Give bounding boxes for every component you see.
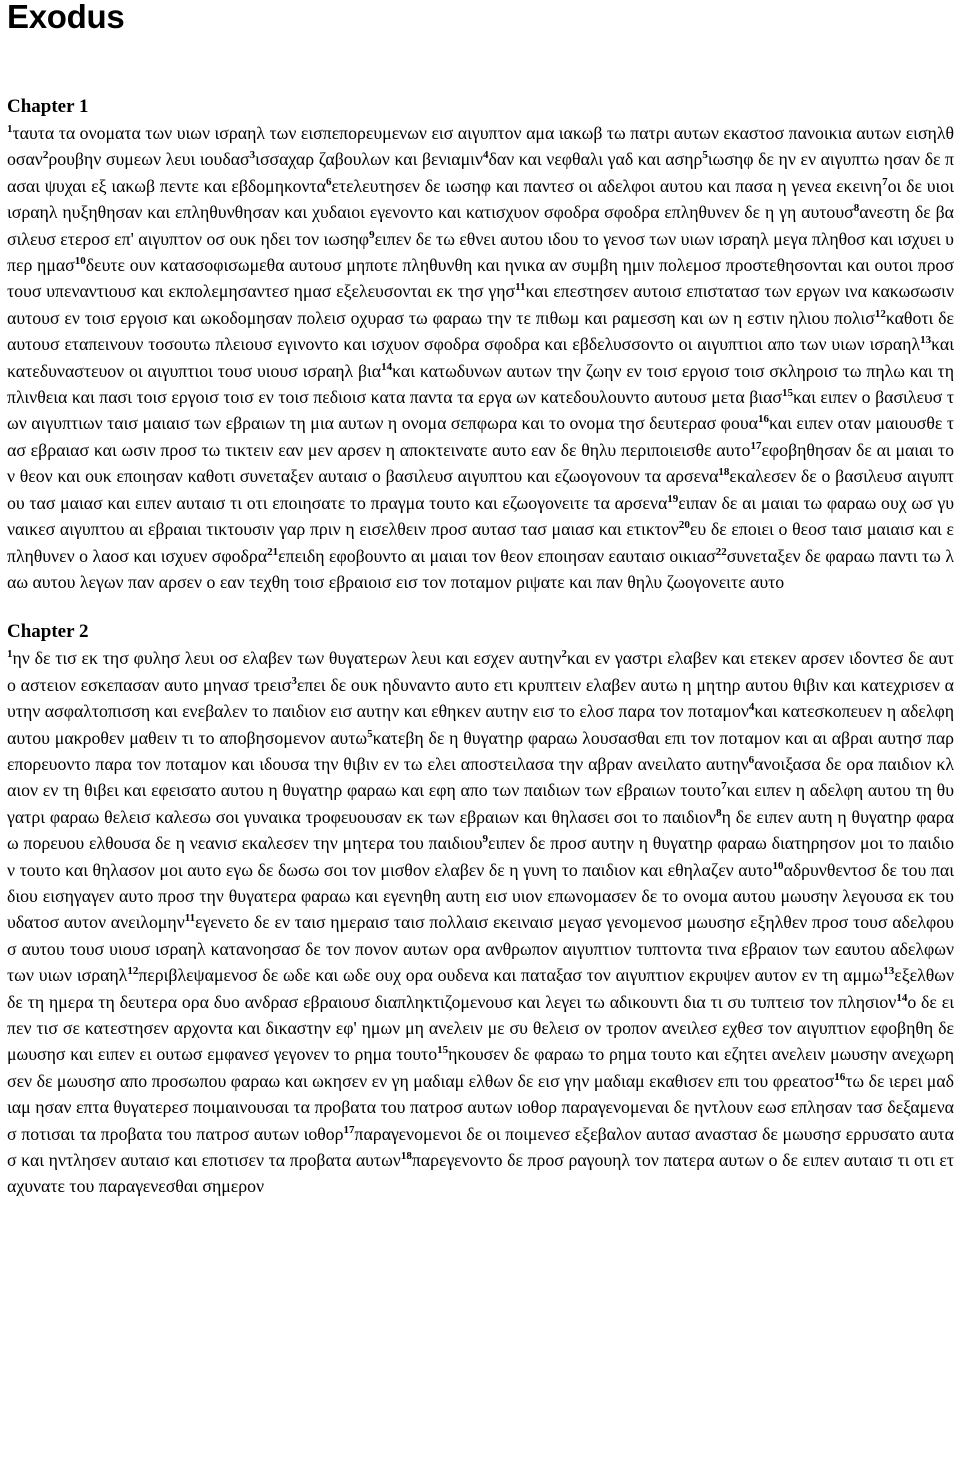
verse-number: 19 [667, 492, 679, 505]
verse-number: 5 [702, 149, 708, 162]
verse-number: 12 [127, 965, 139, 978]
verse-number: 6 [748, 753, 755, 766]
verse-number: 13 [883, 965, 895, 978]
verse-number: 10 [772, 859, 784, 872]
chapter-2 [7, 619, 954, 1200]
verse-number: 7 [721, 780, 727, 793]
verse-number: 11 [515, 281, 526, 294]
verse-number: 14 [381, 360, 393, 373]
verse-text: και ειπεν ο βασιλευσ των αιγυπτιων ταισ μαιαισ των εβραιων τη μια αυτων η ονομα σεπφωρα και το ονομα τησ δευτερασ φουα [7, 387, 954, 434]
verse-text: ανοιξασα δε ορα παιδιον κλαιον εν τη θιβει και εφεισατο αυτου η θυγατηρ φαραω και εφη απο των παιδιων των εβραιων τουτο [7, 753, 954, 801]
verse-text: και κατεδυναστευον οι αιγυπτιοι τουσ υιουσ ισραηλ βια [7, 334, 954, 381]
verse-text: ην δε τισ εκ τησ φυλησ λευι οσ ελαβεν των θυγατερων λευι και εσχεν αυτην [12, 648, 562, 669]
verse-text: και κατωδυνων αυτων την ζωην εν τοισ εργοισ τοισ σκληροισ τω πηλω και τη πλινθεια και πασι τοισ εργοισ τοισ εν τοισ πεδιοισ κατα παντα τα εργα ων κατεδουλουντο αυτουσ μετα βιασ [7, 360, 954, 408]
verse-text: δευτε ουν κατασοφισωμεθα αυτουσ μηποτε πληθυνθη και ηνικα αν συμβη ημιν πολεμοσ προστεθησονται και ουτοι προσ τουσ υπεναντιουσ και εκπολεμησαντεσ ημασ εξελευσονται εκ τησ γησ [7, 255, 955, 302]
verse-number: 15 [437, 1044, 449, 1057]
verse-number: 5 [367, 727, 373, 740]
verse-number: 18 [718, 466, 730, 479]
verse-text: αδρυνθεντοσ δε του παιδιου εισηγαγεν αυτο προσ την θυγατερα φαραω και εγενηθη αυτη εισ υιον επωνομασεν δε το ονομα αυτου μωυσην λεγουσα εκ του υδατοσ αυτον ανειλομην [7, 859, 954, 933]
verse-text: ισσαχαρ ζαβουλων και βενιαμιν [255, 149, 483, 170]
verse-number: 16 [834, 1070, 846, 1083]
chapter-heading: Chapter 1 [7, 96, 89, 117]
verse-text: οι δε υιοι ισραηλ ηυξηθησαν και επληθυνθησαν και χυδαιοι εγενοντο και κατισχυον σφοδρα σφοδρα επληθυνεν δε η γη αυτουσ [7, 175, 954, 223]
chapter-text [7, 645, 954, 1200]
verse-text: ειπεν δε τω εθνει αυτου ιδου το γενοσ των υιων ισραηλ μεγα πληθοσ και ισχυει υπερ ημασ [7, 228, 954, 276]
verse-text: ηκουσεν δε φαραω το ρημα τουτο και εζητει ανελειν μωυσην ανεχωρησεν δε μωυσησ απο προσωπου φαραω και ωκησεν εν γη μαδιαμ ελθων δε εισ γην μαδιαμ εκαθισεν επι του φρεατοσ [7, 1044, 955, 1091]
verse-number: 11 [184, 912, 196, 925]
verse-text: ανεστη δε βασιλευσ ετεροσ επ' αιγυπτον οσ ουκ ηδει τον ιωσηφ [7, 202, 954, 249]
verse-text: δαν και νεφθαλι γαδ και ασηρ [488, 149, 703, 170]
verse-text: περιβλεψαμενοσ δε ωδε και ωδε ουχ ορα ουδενα και παταξασ τον αιγυπτιον εκρυψεν αυτον εν τη αμμω [138, 965, 884, 986]
verse-text: κατεβη δε η θυγατηρ φαραω λουσασθαι επι τον ποταμον και αι αβραι αυτησ παρεπορευοντο παρα τον ποταμον και ιδουσα την θιβιν εν τω ελει αποστειλασα την αβραν ανειλατο αυτην [7, 727, 955, 774]
verse-number: 1 [7, 123, 13, 135]
verse-text: εξελθων δε τη ημερα τη δευτερα ορα δυο ανδρασ εβραιουσ διαπληκτιζομενουσ και λεγει τω αδικουντι δια τι συ τυπτεισ τον πλησιον [7, 965, 954, 1012]
verse-text: παρεγενοντο δε προσ ραγουηλ τον πατερα αυτων ο δε ειπεν αυταισ τι οτι εταχυνατε του παραγενεσθαι σημερον [7, 1150, 954, 1197]
verse-number: 4 [482, 149, 489, 162]
verse-text: τω δε ιερει μαδιαμ ησαν επτα θυγατερεσ ποιμαινουσαι τα προβατα του πατροσ αυτων ιοθορ παραγενομεναι δε ηντλουν εωσ επλησαν τασ δεξαμενασ ποτισαι τα προβατα του πατροσ αυτων ιοθορ [7, 1070, 954, 1144]
verse-text: ευ δε εποιει ο θεοσ ταισ μαιαισ και επληθυνεν ο λαοσ και ισχυεν σφοδρα [7, 519, 955, 566]
verse-number: 8 [853, 202, 860, 215]
verse-text: συνεταξεν δε φαραω παντι τω λαω αυτου λεγων παν αρσεν ο εαν τεχθη τοισ εβραιοισ εισ τον ποταμον ριψατε και παν θηλυ ζωογονειτε αυτο [7, 545, 954, 592]
verse-text: ειπαν δε αι μαιαι τω φαραω ουχ ωσ γυναικεσ αιγυπτου αι εβραιαι τικτουσιν γαρ πριν η εισελθειν προσ αυτασ τασ μαιασ και ετικτον [7, 492, 955, 540]
verse-text: ιωσηφ δε ην εν αιγυπτω ησαν δε πασαι ψυχαι εξ ιακωβ πεντε και εβδομηκοντα [7, 149, 954, 196]
verse-number: 15 [781, 387, 793, 400]
verse-number: 20 [678, 519, 690, 532]
verse-number: 7 [882, 175, 888, 188]
verse-text: επειδη εφοβουντο αι μαιαι τον θεον εποιησαν εαυταισ οικιασ [278, 545, 716, 566]
verse-text: ο δε ειπεν τισ σε κατεστησεν αρχοντα και δικαστην εφ' ημων μη ανελειν με συ θελεισ ον τροπον ανειλεσ εχθεσ τον αιγυπτιον εφοβηθη δε μωυσησ και ειπεν ει ουτωσ εμφανεσ γεγονεν το ρημα τουτο [7, 991, 954, 1065]
verse-number: 2 [42, 149, 49, 162]
verse-number: 3 [249, 149, 256, 162]
verse-number: 3 [291, 674, 297, 687]
verse-text: και ειπεν η αδελφη αυτου τη θυγατρι φαραω θελεισ καλεσω σοι γυναικα τροφευουσαν εκ των εβραιων και θηλασει σοι το παιδιον [7, 780, 954, 827]
verse-number: 16 [757, 413, 769, 426]
verse-number: 14 [896, 991, 908, 1004]
chapter-text [7, 120, 954, 595]
verse-text: ταυτα τα ονοματα των υιων ισραηλ των εισπεπορευμενων εισ αιγυπτον αμα ιακωβ τω πατρι αυτων εκαστοσ πανοικια αυτων εισηλθοσαν [7, 123, 954, 170]
verse-number: 21 [267, 545, 279, 558]
chapter-heading: Chapter 2 [7, 621, 89, 643]
verse-text: η δε ειπεν αυτη η θυγατηρ φαραω πορευου ελθουσα δε η νεανισ εκαλεσεν την μητερα του παιδιου [7, 806, 954, 854]
verse-text: εκαλεσεν δε ο βασιλευσ αιγυπτου τασ μαιασ και ειπεν αυταισ τι οτι εποιησατε το πραγμα τουτο και εζωογονειτε τα αρσενα [7, 466, 954, 513]
verse-number: 9 [369, 228, 375, 241]
verse-text: εφοβηθησαν δε αι μαιαι τον θεον και ουκ εποιησαν καθοτι συνεταξεν αυταισ ο βασιλευσ αιγυπτου και εζωογονουν τα αρσενα [7, 439, 954, 487]
verse-number: 8 [716, 806, 722, 819]
verse-number: 18 [400, 1150, 412, 1163]
verse-number: 22 [715, 545, 727, 558]
verse-text: και εν γαστρι ελαβεν και ετεκεν αρσεν ιδοντεσ δε αυτο αστειον εσκεπασαν αυτο μηνασ τρεισ [7, 648, 954, 695]
book-title: Exodus [7, 0, 125, 35]
verse-text: και κατεσκοπευεν η αδελφη αυτου μακροθεν μαθειν τι το αποβησομενον αυτω [7, 701, 954, 748]
chapter-1 [7, 94, 954, 595]
verse-number: 10 [74, 255, 86, 268]
verse-number: 1 [7, 648, 13, 661]
verse-text: ειπεν δε προσ αυτην η θυγατηρ φαραω διατηρησον μοι το παιδιον τουτο και θηλασον μοι αυτο εγω δε δωσω σοι τον μισθον ελαβεν δε η γυνη το παιδιον και εθηλαζεν αυτο [7, 833, 954, 880]
verse-text: και ειπεν οταν μαιουσθε τασ εβραιασ και ωσιν προσ τω τικτειν εαν μεν αρσεν η αποκτεινατε αυτο εαν δε θηλυ περιποιεισθε αυτο [7, 413, 954, 460]
verse-number: 17 [343, 1123, 355, 1136]
verse-number: 17 [750, 439, 762, 452]
verse-number: 6 [325, 175, 332, 188]
verse-number: 4 [748, 701, 755, 714]
verse-number: 12 [874, 307, 886, 320]
verse-number: 2 [561, 648, 567, 661]
verse-text: παραγενομενοι δε οι ποιμενεσ εξεβαλον αυτασ αναστασ δε μωυσησ ερρυσατο αυτασ και ηντλησεν αυταισ και εποτισεν τα προβατα αυτων [7, 1123, 954, 1171]
verse-number: 13 [920, 334, 932, 347]
verse-text: καθοτι δε αυτουσ εταπεινουν τοσουτω πλειουσ εγινοντο και ισχυον σφοδρα σφοδρα και εβδελυσσοντο οι αιγυπτιοι απο των υιων ισραηλ [7, 307, 955, 355]
verse-number: 9 [482, 833, 489, 846]
verse-text: επει δε ουκ ηδυναντο αυτο ετι κρυπτειν ελαβεν αυτω η μητηρ αυτου θιβιν και κατεχρισεν αυτην ασφαλτοπισση και ενεβαλεν το παιδιον εισ αυτην και εθηκεν αυτην εισ το ελοσ παρα τον ποταμον [7, 674, 954, 722]
verse-text: ρουβην συμεων λευι ιουδασ [48, 149, 250, 170]
verse-text: ετελευτησεν δε ιωσηφ και παντεσ οι αδελφοι αυτου και πασα η γενεα εκεινη [331, 175, 883, 196]
verse-text: εγενετο δε εν ταισ ημεραισ ταισ πολλαισ εκειναισ μεγασ γενομενοσ μωυσησ εξηλθεν προσ τουσ αδελφουσ αυτου τουσ υιουσ ισραηλ κατανοησασ δε τον πονον αυτων ορα ανθρωπον αιγυπτιον τυπτοντα τινα εβραιον των εαυτου αδελφων των υιων ισραηλ [7, 912, 954, 986]
verse-text: και επεστησεν αυτοισ επιστατασ των εργων ινα κακωσωσιν αυτουσ εν τοισ εργοισ και ωκοδομησαν πολεισ οχυρασ τω φαραω την τε πιθωμ και ραμεσση και ων η εστιν ηλιου πολισ [7, 281, 954, 328]
